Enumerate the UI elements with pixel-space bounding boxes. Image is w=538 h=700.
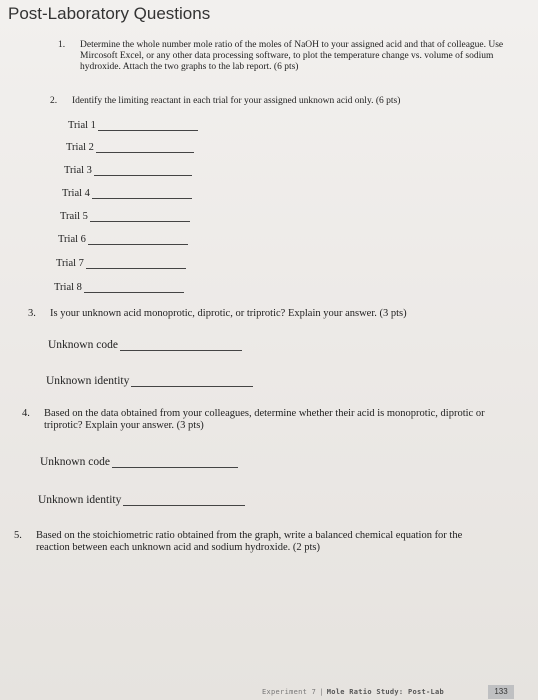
question-2-number: 2. bbox=[50, 96, 58, 106]
question-1-number: 1. bbox=[58, 40, 66, 50]
trial-row bbox=[54, 282, 184, 293]
question-1 bbox=[58, 40, 505, 73]
trial-row bbox=[56, 258, 186, 269]
trial-row bbox=[66, 142, 194, 153]
answer-line[interactable] bbox=[96, 142, 194, 153]
footer-separator: | bbox=[319, 688, 324, 696]
trial-row bbox=[58, 234, 188, 245]
trial-label: Trail 5 bbox=[60, 211, 88, 222]
trial-label: Trial 2 bbox=[66, 142, 94, 153]
page-number: 133 bbox=[488, 685, 514, 699]
trial-row bbox=[68, 120, 198, 131]
answer-line[interactable] bbox=[94, 165, 192, 176]
q3-unknown-code bbox=[48, 339, 242, 351]
question-3-number: 3. bbox=[28, 308, 36, 319]
field-label: Unknown code bbox=[48, 339, 118, 351]
answer-line[interactable] bbox=[123, 494, 245, 506]
answer-line[interactable] bbox=[88, 234, 188, 245]
trial-label: Trial 6 bbox=[58, 234, 86, 245]
answer-line[interactable] bbox=[131, 375, 253, 387]
question-1-text: Determine the whole number mole ratio of the moles of NaOH to your assigned acid and that of colleague. Use Mircosoft Excel, or any other data processing software, to plot the temperature change vs. volume of sodium hydroxide. Attach the two graphs to the lab report. (6 pts) bbox=[80, 40, 504, 72]
question-3 bbox=[28, 308, 520, 320]
field-label: Unknown code bbox=[40, 456, 110, 468]
page-footer bbox=[262, 688, 444, 696]
answer-line[interactable] bbox=[90, 211, 190, 222]
q4-unknown-code bbox=[40, 456, 238, 468]
trial-label: Trial 8 bbox=[54, 282, 82, 293]
field-label: Unknown identity bbox=[46, 375, 130, 387]
footer-section: Mole Ratio Study: Post-Lab bbox=[326, 688, 445, 696]
answer-line[interactable] bbox=[112, 456, 238, 468]
trial-label: Trial 4 bbox=[62, 188, 90, 199]
q4-unknown-identity bbox=[38, 494, 245, 506]
answer-line[interactable] bbox=[92, 188, 192, 199]
question-3-text: Is your unknown acid monoprotic, diprotic, or triprotic? Explain your answer. (3 pts) bbox=[50, 308, 407, 319]
field-label: Unknown identity bbox=[38, 494, 122, 506]
answer-line[interactable] bbox=[98, 120, 198, 131]
answer-line[interactable] bbox=[84, 282, 184, 293]
question-2-text: Identify the limiting reactant in each trial for your assigned unknown acid only. (6 pts) bbox=[72, 96, 401, 106]
footer-experiment: Experiment 7 bbox=[262, 688, 317, 696]
question-4-number: 4. bbox=[22, 408, 30, 419]
answer-line[interactable] bbox=[120, 339, 242, 351]
question-4 bbox=[22, 408, 494, 432]
trial-label: Trial 7 bbox=[56, 258, 84, 269]
question-5-text: Based on the stoichiometric ratio obtained from the graph, write a balanced chemical equation for the reaction between each unknown acid and sodium hydroxide. (2 pts) bbox=[36, 530, 463, 553]
trial-label: Trial 1 bbox=[68, 120, 96, 131]
trial-row bbox=[62, 188, 192, 199]
answer-line[interactable] bbox=[86, 258, 186, 269]
question-5 bbox=[14, 530, 486, 554]
q3-unknown-identity bbox=[46, 375, 253, 387]
trial-row bbox=[64, 165, 192, 176]
page-title: Post-Laboratory Questions bbox=[8, 4, 211, 23]
question-4-text: Based on the data obtained from your colleagues, determine whether their acid is monoprotic, diprotic or triprotic? Explain your answer. (3 pts) bbox=[44, 408, 485, 431]
question-2 bbox=[50, 96, 512, 107]
trial-row bbox=[60, 211, 190, 222]
trial-label: Trial 3 bbox=[64, 165, 92, 176]
question-5-number: 5. bbox=[14, 530, 22, 541]
